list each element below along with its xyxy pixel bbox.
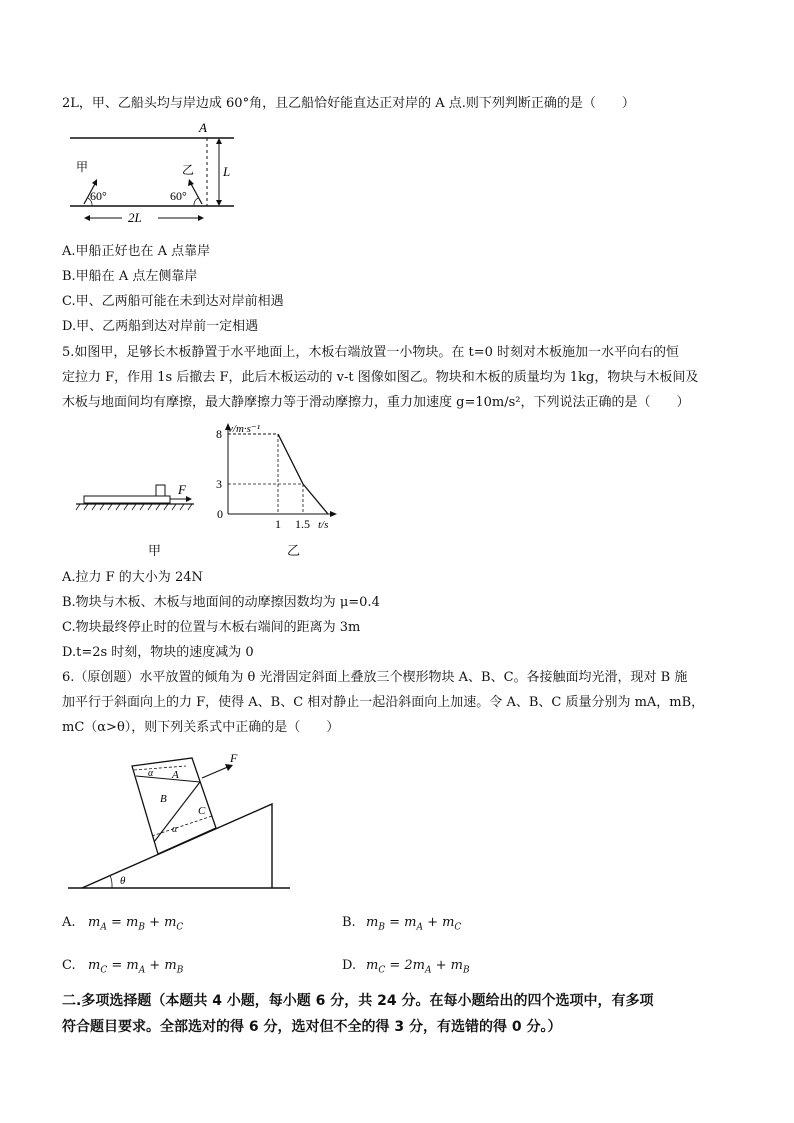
q6-option-b-letter: B. <box>342 915 356 930</box>
q6-stem-line-1: 6.（原创题）水平放置的倾角为 θ 光滑固定斜面上叠放三个楔形物块 A、B、C。各接触面均光滑，现对 B 施 <box>62 670 688 685</box>
label-A: A <box>172 769 179 781</box>
y-tick-label-8: 8 <box>216 427 222 441</box>
L-arrow-down <box>216 200 222 206</box>
q5-vt-chart <box>206 418 356 536</box>
label-L: L <box>223 164 231 179</box>
x-tick-label-1.5: 1.5 <box>295 517 310 531</box>
y-tick-label-3: 3 <box>216 477 222 491</box>
q4-river-figure <box>62 116 242 228</box>
q5-option-c: C.物块最终停止时的位置与木板右端间的距离为 3m <box>62 620 361 635</box>
q6-option-d-formula: $m_C = 2m_A + m_B$ <box>366 958 470 976</box>
force-arrow <box>202 766 230 778</box>
label-alpha-bottom: α <box>172 824 178 835</box>
yi-velocity-arrow <box>190 182 202 204</box>
origin-label: 0 <box>217 507 223 521</box>
yi-arrowhead <box>188 179 194 186</box>
q5-option-b: B.物块与木板、木板与地面间的动摩擦因数均为 μ=0.4 <box>62 595 380 610</box>
force-arrowhead <box>186 496 192 502</box>
q6-stem-line-3: mC（α>θ），则下列关系式中正确的是（ ） <box>62 720 340 735</box>
label-F: F <box>230 751 238 765</box>
x-tick-label-1: 1 <box>275 517 281 531</box>
caption-yi: 乙 <box>287 544 301 559</box>
ground-hatching <box>76 504 192 510</box>
section2-heading-line-2: 符合题目要求。全部选对的得 6 分，选对但不全的得 3 分，有选错的得 0 分。） <box>62 1019 562 1035</box>
label-2L: 2L <box>128 210 142 225</box>
board <box>84 496 170 503</box>
2L-arrow-left <box>84 215 90 221</box>
q6-option-b-formula: $m_B = m_A + m_C$ <box>366 915 462 933</box>
q6-incline-figure <box>64 744 304 896</box>
q4-option-d: D.甲、乙两船到达对岸前一定相遇 <box>62 319 259 334</box>
label-theta: θ <box>120 875 126 887</box>
q4-stem: 2L，甲、乙船头均与岸边成 60°角，且乙船恰好能直达正对岸的 A 点.则下列判断正确的是（ ） <box>62 96 635 111</box>
x-axis-arrowhead <box>330 511 337 517</box>
block <box>156 485 165 496</box>
q5-option-a: A.拉力 F 的大小为 24N <box>62 570 203 585</box>
q4-option-a: A.甲船正好也在 A 点靠岸 <box>62 244 211 259</box>
label-C: C <box>198 805 206 817</box>
angle-right: 60° <box>170 189 187 203</box>
x-axis-label: t/s <box>318 519 329 531</box>
caption-jia: 甲 <box>148 544 162 559</box>
q6-option-a-formula: $m_A = m_B + m_C$ <box>88 915 184 933</box>
q5-board-figure <box>74 476 198 520</box>
q6-option-a-letter: A. <box>62 915 76 930</box>
label-F: F <box>178 482 186 497</box>
L-arrow-up <box>216 138 222 144</box>
q6-option-d-letter: D. <box>342 958 357 973</box>
q5-stem-line-2: 定拉力 F，作用 1s 后撤去 F，此后木板运动的 v-t 图像如图乙。物块和木板的质量均为 1kg，物块与木板间及 <box>62 370 699 385</box>
theta-arc <box>110 875 112 888</box>
q5-option-d: D.t=2s 时刻，物块的速度减为 0 <box>62 645 254 660</box>
q6-option-c-formula: $m_C = m_A + m_B$ <box>88 958 184 976</box>
y-axis-label: v/m·s⁻¹ <box>228 423 261 435</box>
q4-option-c: C.甲、乙两船可能在未到达对岸前相遇 <box>62 294 284 309</box>
q6-option-c-letter: C. <box>62 958 76 973</box>
2L-arrow-right <box>198 215 204 221</box>
label-A: A <box>199 120 207 135</box>
label-B: B <box>160 793 167 805</box>
A-B-interface <box>136 776 200 782</box>
vt-segment-2 <box>303 484 328 514</box>
label-jia: 甲 <box>76 160 89 174</box>
label-yi: 乙 <box>182 163 195 177</box>
angle-left: 60° <box>90 189 107 203</box>
section2-heading-line-1: 二.多项选择题（本题共 4 小题，每小题 6 分，共 24 分。在每小题给出的四个选项中，有多项 <box>62 993 654 1009</box>
q4-option-b: B.甲船在 A 点左侧靠岸 <box>62 269 198 284</box>
q5-stem-line-3: 木板与地面间均有摩擦，最大静摩擦力等于滑动摩擦力，重力加速度 g=10m/s²，下列说法正确的是（ ） <box>62 395 690 410</box>
q6-stem-line-2: 加平行于斜面向上的力 F，使得 A、B、C 相对静止一起沿斜面向上加速。令 A、B、C 质量分别为 mA，mB， <box>62 695 705 710</box>
vt-segment-1 <box>278 434 303 484</box>
q5-stem-line-1: 5.如图甲，足够长木板静置于水平地面上，木板右端放置一小物块。在 t=0 时刻对木板施加一水平向右的恒 <box>62 345 680 360</box>
yi-angle-arc <box>194 198 198 206</box>
label-alpha-top: α <box>148 768 154 779</box>
